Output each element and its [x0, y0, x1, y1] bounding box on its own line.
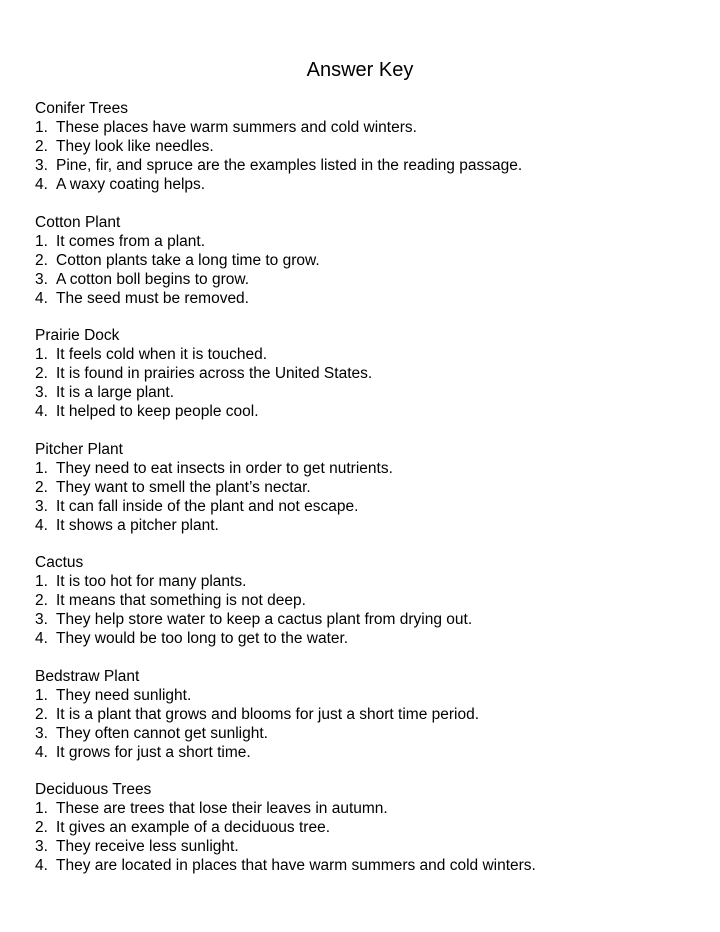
section-conifer-trees	[35, 99, 695, 194]
answer-list	[35, 459, 695, 535]
answer-text: These are trees that lose their leaves in autumn.	[56, 800, 388, 817]
section-heading: Pitcher Plant	[35, 440, 123, 458]
answer-text: They often cannot get sunlight.	[56, 724, 268, 742]
answer-number: 2.	[35, 478, 48, 496]
section-prairie-dock	[35, 326, 695, 421]
answer-text: These places have warm summers and cold winters.	[56, 119, 417, 136]
answer-text: It helped to keep people cool.	[56, 403, 259, 420]
answer-list	[35, 232, 695, 308]
answer-text: It can fall inside of the plant and not escape.	[56, 497, 359, 515]
answer-number: 3.	[35, 497, 48, 515]
answer-number: 1.	[35, 119, 48, 136]
answer-item	[35, 402, 695, 421]
answer-number: 1.	[35, 686, 48, 704]
answer-item	[35, 799, 695, 818]
answer-number: 4.	[35, 176, 48, 193]
answer-number: 4.	[35, 630, 48, 647]
answer-item	[35, 516, 695, 535]
answer-item	[35, 232, 695, 251]
answer-text: It feels cold when it is touched.	[56, 346, 268, 363]
answer-item	[35, 856, 695, 875]
answer-number: 2.	[35, 592, 48, 609]
answer-text: They help store water to keep a cactus plant from drying out.	[56, 611, 473, 628]
section-pitcher-plant	[35, 440, 695, 535]
answer-item	[35, 289, 695, 308]
answer-text: They receive less sunlight.	[56, 838, 239, 855]
answer-text: They want to smell the plant’s nectar.	[56, 478, 311, 496]
answer-item	[35, 743, 695, 762]
answer-sections	[35, 99, 695, 894]
answer-number: 4.	[35, 857, 48, 874]
answer-item	[35, 137, 695, 156]
answer-list	[35, 118, 695, 194]
answer-number: 4.	[35, 403, 48, 420]
answer-number: 3.	[35, 157, 48, 174]
answer-text: It is too hot for many plants.	[56, 573, 247, 590]
section-heading: Bedstraw Plant	[35, 667, 140, 685]
answer-text: It is a plant that grows and blooms for just a short time period.	[56, 705, 480, 723]
answer-text: The seed must be removed.	[56, 289, 249, 307]
answer-item	[35, 686, 695, 705]
answer-text: They are located in places that have warm summers and cold winters.	[56, 857, 536, 874]
answer-number: 2.	[35, 251, 48, 269]
answer-text: It grows for just a short time.	[56, 743, 251, 761]
answer-item	[35, 251, 695, 270]
answer-number: 4.	[35, 743, 48, 761]
answer-list	[35, 686, 695, 762]
answer-text: It comes from a plant.	[56, 232, 206, 250]
section-heading: Deciduous Trees	[35, 781, 152, 798]
answer-number: 3.	[35, 838, 48, 855]
answer-number: 4.	[35, 516, 48, 534]
section-deciduous-trees	[35, 780, 695, 875]
section-cotton-plant	[35, 213, 695, 308]
answer-text: They need sunlight.	[56, 686, 192, 704]
section-heading: Cactus	[35, 554, 84, 571]
answer-item	[35, 383, 695, 402]
answer-number: 1.	[35, 346, 48, 363]
answer-number: 1.	[35, 232, 48, 250]
answer-item	[35, 610, 695, 629]
answer-text: A cotton boll begins to grow.	[56, 270, 250, 288]
answer-text: Pine, fir, and spruce are the examples listed in the reading passage.	[56, 157, 523, 174]
page-title: Answer Key	[306, 59, 414, 81]
answer-list	[35, 345, 695, 421]
answer-number: 2.	[35, 138, 48, 155]
answer-number: 2.	[35, 365, 48, 382]
answer-text: It is found in prairies across the United States.	[56, 365, 373, 382]
section-heading: Cotton Plant	[35, 213, 121, 231]
section-bedstraw-plant	[35, 667, 695, 762]
answer-number: 1.	[35, 800, 48, 817]
answer-item	[35, 591, 695, 610]
answer-number: 1.	[35, 573, 48, 590]
answer-text: It means that something is not deep.	[56, 592, 306, 609]
answer-text: They look like needles.	[56, 138, 214, 155]
answer-item	[35, 705, 695, 724]
answer-text: They would be too long to get to the water.	[56, 630, 349, 647]
answer-text: It shows a pitcher plant.	[56, 516, 219, 534]
answer-number: 2.	[35, 819, 48, 836]
answer-item	[35, 572, 695, 591]
answer-number: 3.	[35, 384, 48, 401]
answer-item	[35, 364, 695, 383]
answer-text: It gives an example of a deciduous tree.	[56, 819, 330, 836]
answer-item	[35, 497, 695, 516]
answer-item	[35, 175, 695, 194]
answer-item	[35, 345, 695, 364]
answer-text: They need to eat insects in order to get nutrients.	[56, 459, 393, 477]
answer-text: It is a large plant.	[56, 384, 175, 401]
answer-text: A waxy coating helps.	[56, 176, 206, 193]
answer-number: 2.	[35, 705, 48, 723]
answer-number: 1.	[35, 459, 48, 477]
answer-text: Cotton plants take a long time to grow.	[56, 251, 320, 269]
answer-number: 3.	[35, 724, 48, 742]
answer-item	[35, 629, 695, 648]
answer-item	[35, 478, 695, 497]
answer-item	[35, 270, 695, 289]
answer-number: 4.	[35, 289, 48, 307]
section-cactus	[35, 553, 695, 648]
answer-list	[35, 572, 695, 648]
answer-item	[35, 724, 695, 743]
answer-item	[35, 837, 695, 856]
answer-item	[35, 818, 695, 837]
answer-list	[35, 799, 695, 875]
section-heading: Conifer Trees	[35, 100, 129, 117]
answer-number: 3.	[35, 611, 48, 628]
answer-item	[35, 459, 695, 478]
answer-number: 3.	[35, 270, 48, 288]
answer-item	[35, 156, 695, 175]
answer-item	[35, 118, 695, 137]
section-heading: Prairie Dock	[35, 327, 120, 344]
